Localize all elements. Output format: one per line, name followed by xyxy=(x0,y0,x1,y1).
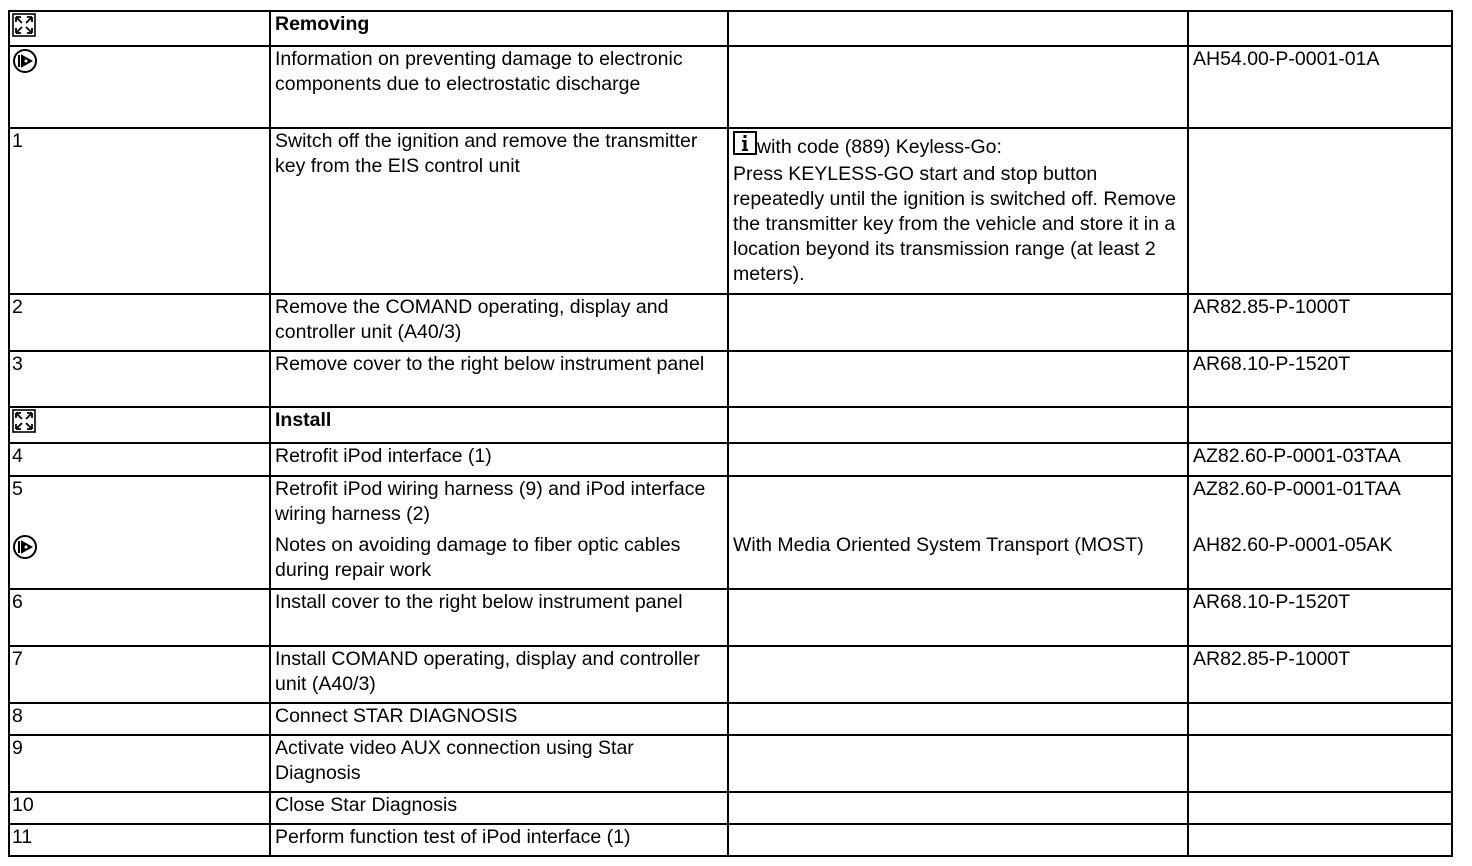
reference-cell xyxy=(1188,351,1452,407)
table-row xyxy=(9,351,1452,407)
reference-cell xyxy=(1188,646,1452,703)
table-row xyxy=(9,294,1452,351)
reference-cell xyxy=(1188,11,1452,46)
reference-link[interactable]: AR82.85-P-1000T xyxy=(1193,296,1351,318)
step-cell xyxy=(9,589,270,646)
action-text: Information on preventing damage to electronic components due to electrostatic discharge xyxy=(275,48,683,95)
action-text: Install cover to the right below instrument panel xyxy=(275,591,683,613)
reference-cell xyxy=(1188,792,1452,824)
note-cell xyxy=(728,128,1188,294)
action-text: Remove the COMAND operating, display and controller unit (A40/3) xyxy=(275,296,669,343)
step-number: 2 xyxy=(12,296,23,318)
note-cell xyxy=(728,589,1188,646)
reference-cell xyxy=(1188,703,1452,735)
reference-cell xyxy=(1188,128,1452,294)
step-number: 7 xyxy=(12,648,23,670)
action-cell xyxy=(270,735,728,792)
info-note-body: Press KEYLESS-GO start and stop button repeatedly until the ignition is switched off. Remove the transmitter key from the vehicle and store it in a location beyond its transmission range (at least 2 meters). xyxy=(733,163,1176,285)
section-heading: Removing xyxy=(275,13,370,35)
caution-icon xyxy=(12,48,38,81)
reference-cell xyxy=(1188,476,1452,589)
step-number: 5 xyxy=(12,478,23,500)
action-cell xyxy=(270,792,728,824)
step-number: 1 xyxy=(12,130,23,152)
expand-arrows-icon xyxy=(12,13,36,44)
action-text: Remove cover to the right below instrument panel xyxy=(275,353,705,375)
note-cell xyxy=(728,443,1188,476)
table-row xyxy=(9,646,1452,703)
reference-cell xyxy=(1188,46,1452,128)
reference-cell xyxy=(1188,824,1452,856)
table-row xyxy=(9,128,1452,294)
note-cell xyxy=(728,476,1188,589)
step-number: 4 xyxy=(12,445,23,467)
table-row xyxy=(9,407,1452,443)
section-heading: Install xyxy=(275,409,332,431)
table-row xyxy=(9,792,1452,824)
note-cell xyxy=(728,351,1188,407)
action-text: Perform function test of iPod interface (1) xyxy=(275,826,631,848)
sub-action-text: Notes on avoiding damage to fiber optic cables during repair work xyxy=(275,534,681,581)
step-cell xyxy=(9,443,270,476)
table-row xyxy=(9,46,1452,128)
action-cell xyxy=(270,407,728,443)
action-text: Close Star Diagnosis xyxy=(275,794,458,816)
repair-procedure-table xyxy=(8,10,1453,857)
info-note-head xyxy=(733,129,1183,162)
action-cell xyxy=(270,646,728,703)
info-note-title: with code (889) Keyless-Go: xyxy=(757,136,1002,158)
step-number: 9 xyxy=(12,737,23,759)
step-cell xyxy=(9,735,270,792)
sub-reference-link[interactable]: AH82.60-P-0001-05AK xyxy=(1193,534,1393,556)
table-row xyxy=(9,11,1452,46)
note-cell xyxy=(728,46,1188,128)
expand-arrows-icon xyxy=(12,409,36,440)
table-row xyxy=(9,589,1452,646)
reference-cell xyxy=(1188,589,1452,646)
action-cell xyxy=(270,824,728,856)
reference-link[interactable]: AR68.10-P-1520T xyxy=(1193,591,1351,613)
table-row xyxy=(9,824,1452,856)
action-cell xyxy=(270,46,728,128)
reference-link[interactable]: AH54.00-P-0001-01A xyxy=(1193,48,1380,70)
action-cell xyxy=(270,351,728,407)
caution-icon xyxy=(12,534,38,567)
step-cell xyxy=(9,476,270,589)
table-row xyxy=(9,476,1452,589)
step-cell xyxy=(9,703,270,735)
action-text: Connect STAR DIAGNOSIS xyxy=(275,705,518,727)
step-number: 6 xyxy=(12,591,23,613)
reference-link[interactable]: AR82.85-P-1000T xyxy=(1193,648,1351,670)
action-text: Retrofit iPod interface (1) xyxy=(275,445,492,467)
action-text: Install COMAND operating, display and controller unit (A40/3) xyxy=(275,648,700,695)
step-cell xyxy=(9,351,270,407)
action-cell xyxy=(270,476,728,589)
step-number: 3 xyxy=(12,353,23,375)
sub-note-text: With Media Oriented System Transport (MOST) xyxy=(733,534,1144,556)
note-cell xyxy=(728,735,1188,792)
action-text: Activate video AUX connection using Star Diagnosis xyxy=(275,737,634,784)
note-spacer xyxy=(733,477,1183,533)
note-cell xyxy=(728,407,1188,443)
note-cell xyxy=(728,294,1188,351)
note-cell xyxy=(728,792,1188,824)
reference-link[interactable]: AZ82.60-P-0001-03TAA xyxy=(1193,445,1401,467)
info-icon xyxy=(733,131,757,162)
step-cell xyxy=(9,646,270,703)
step-cell xyxy=(9,407,270,443)
note-cell xyxy=(728,703,1188,735)
action-cell xyxy=(270,294,728,351)
action-cell xyxy=(270,443,728,476)
step-number: 11 xyxy=(12,826,33,848)
step-number: 10 xyxy=(12,794,34,816)
note-cell xyxy=(728,11,1188,46)
reference-cell xyxy=(1188,294,1452,351)
step-number: 8 xyxy=(12,705,23,727)
table-row xyxy=(9,703,1452,735)
note-cell xyxy=(728,646,1188,703)
action-cell xyxy=(270,11,728,46)
reference-link[interactable]: AR68.10-P-1520T xyxy=(1193,353,1351,375)
action-text: Retrofit iPod wiring harness (9) and iPod interface wiring harness (2) xyxy=(275,478,706,525)
step-cell xyxy=(9,824,270,856)
reference-cell xyxy=(1188,407,1452,443)
action-cell xyxy=(270,589,728,646)
action-cell xyxy=(270,128,728,294)
table-row xyxy=(9,735,1452,792)
step-cell xyxy=(9,46,270,128)
reference-cell xyxy=(1188,443,1452,476)
reference-link[interactable]: AZ82.60-P-0001-01TAA xyxy=(1193,478,1401,500)
step-cell xyxy=(9,294,270,351)
step-cell xyxy=(9,11,270,46)
reference-cell xyxy=(1188,735,1452,792)
action-cell xyxy=(270,703,728,735)
table-row xyxy=(9,443,1452,476)
step-cell xyxy=(9,128,270,294)
note-cell xyxy=(728,824,1188,856)
step-cell xyxy=(9,792,270,824)
action-text: Switch off the ignition and remove the transmitter key from the EIS control unit xyxy=(275,130,698,177)
